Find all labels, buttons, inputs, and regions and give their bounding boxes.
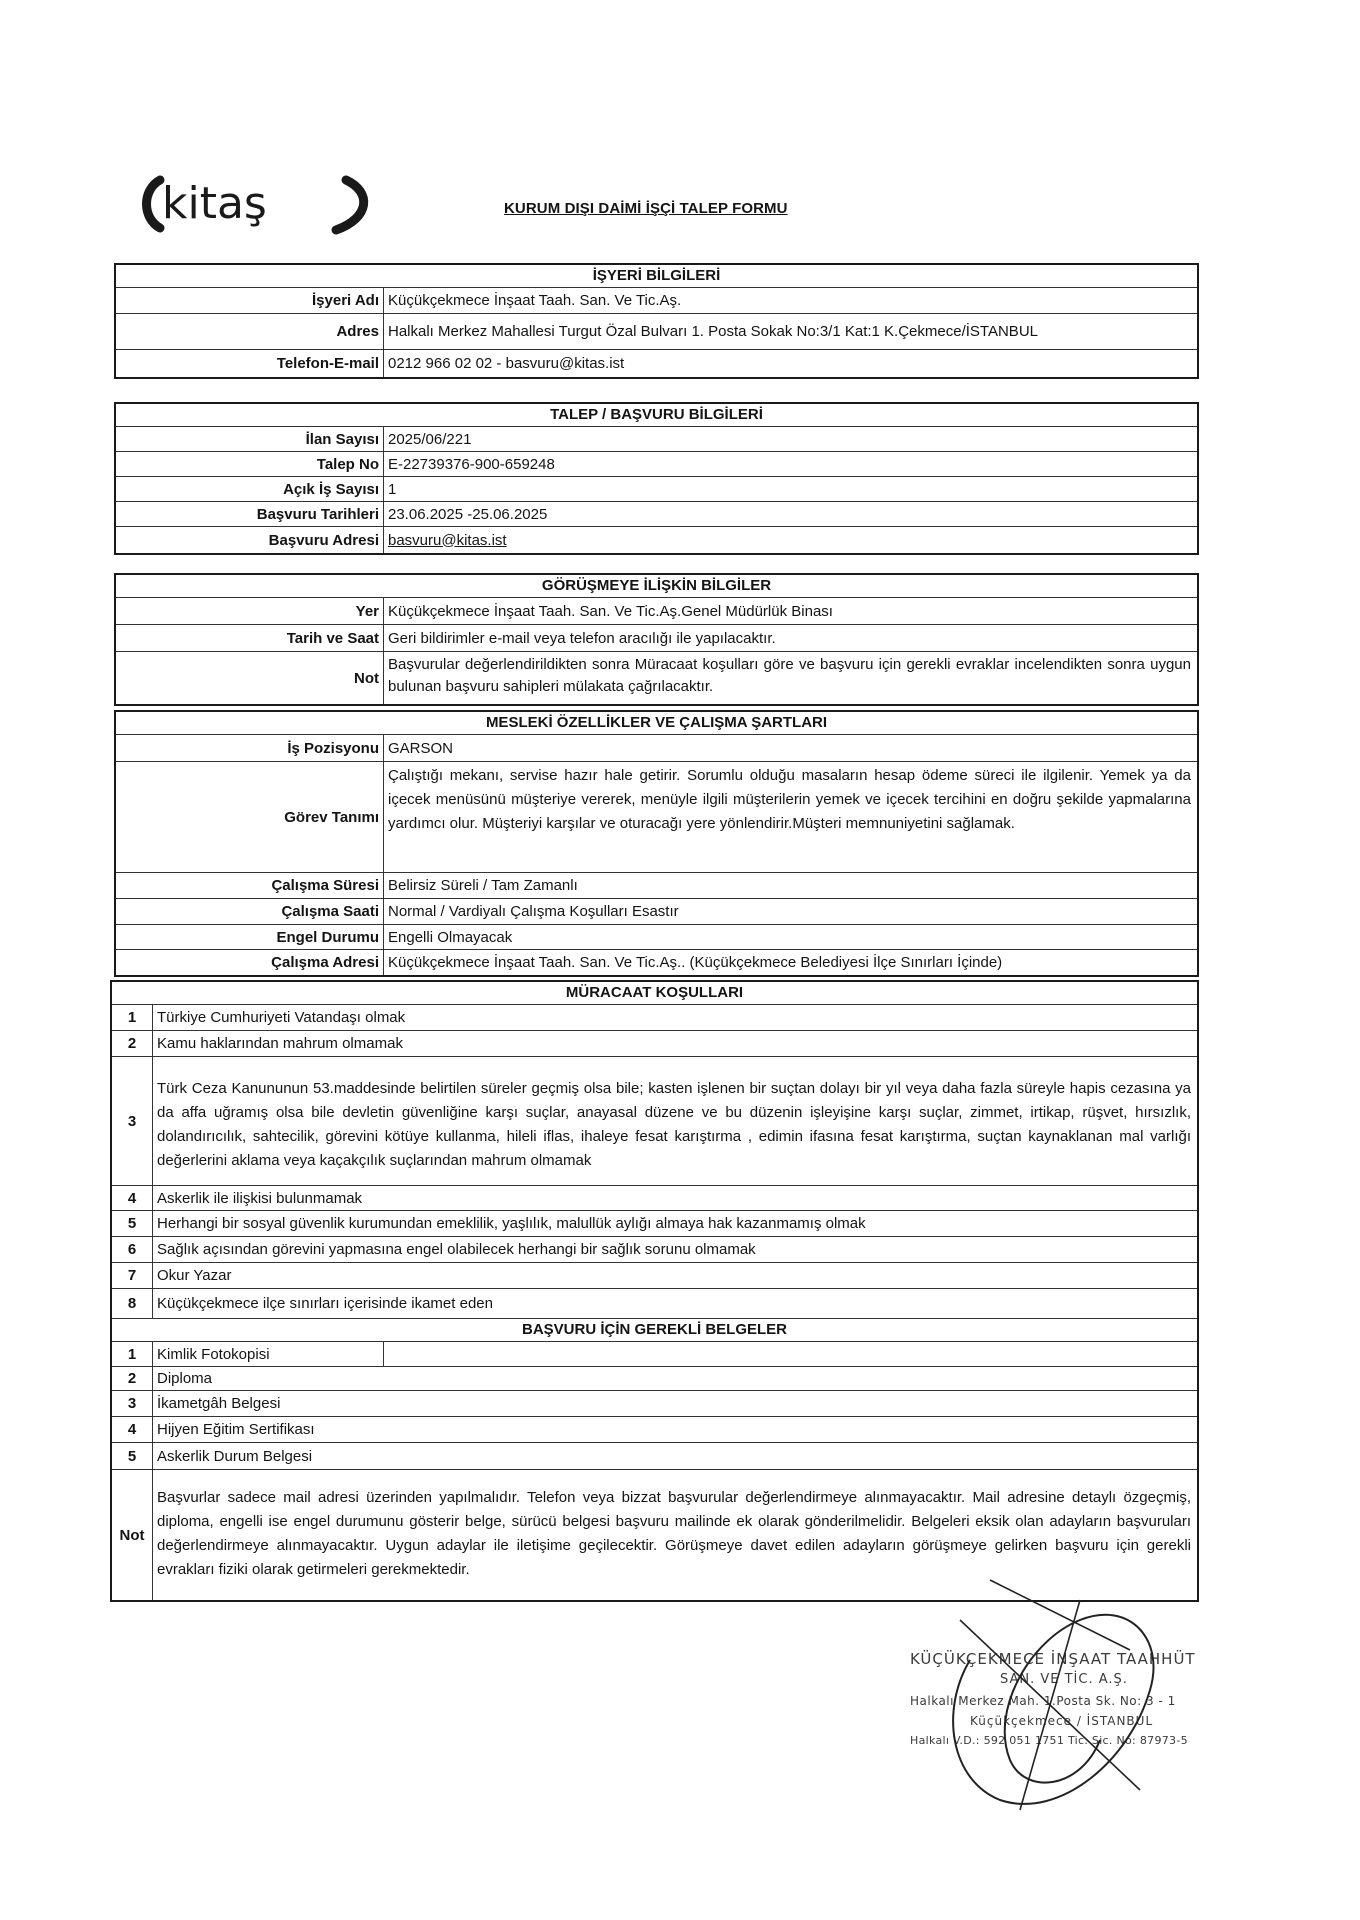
item-number: 8 bbox=[112, 1289, 153, 1318]
list-item bbox=[112, 1057, 1197, 1186]
row-value: Belirsiz Süreli / Tam Zamanlı bbox=[388, 877, 578, 894]
table-row bbox=[116, 735, 1197, 762]
table-row bbox=[116, 652, 1197, 704]
conditions-section bbox=[110, 980, 1199, 1602]
row-value: 0212 966 02 02 - basvuru@kitas.ist bbox=[388, 355, 625, 372]
item-number: 6 bbox=[112, 1237, 153, 1262]
row-value: Küçükçekmece İnşaat Taah. San. Ve Tic.Aş.. (Küçükçekmece Belediyesi İlçe Sınırları İçinde) bbox=[388, 954, 1003, 971]
empty-cell bbox=[384, 1342, 1197, 1366]
list-item bbox=[112, 1211, 1197, 1237]
item-text: Okur Yazar bbox=[157, 1267, 232, 1284]
table-row bbox=[116, 899, 1197, 925]
item-number: 4 bbox=[112, 1186, 153, 1210]
item-number: 7 bbox=[112, 1263, 153, 1288]
section-title: MESLEKİ ÖZELLİKLER VE ÇALIŞMA ŞARTLARI bbox=[116, 712, 1197, 735]
row-label: İş Pozisyonu bbox=[116, 735, 384, 761]
row-value: Geri bildirimler e-mail veya telefon aracılığı ile yapılacaktır. bbox=[388, 629, 776, 647]
list-item bbox=[112, 1237, 1197, 1263]
row-label: Çalışma Süresi bbox=[116, 873, 384, 898]
table-row bbox=[116, 502, 1197, 527]
row-value: Küçükçekmece İnşaat Taah. San. Ve Tic.Aş.Genel Müdürlük Binası bbox=[388, 602, 833, 620]
item-text: Askerlik ile ilişkisi bulunmamak bbox=[157, 1189, 363, 1207]
stamp-line: KÜÇÜKÇEKMECE İNŞAAT TAAHHÜT bbox=[910, 1650, 1196, 1668]
item-text: Diploma bbox=[157, 1370, 213, 1387]
list-item bbox=[112, 1391, 1197, 1417]
list-item bbox=[112, 1443, 1197, 1470]
row-value: Başvurular değerlendirildikten sonra Müracaat koşulları göre ve başvuru için gerekli evraklar incelendikten sonra uygun bulunan başvuru sahipleri mülakata çağrılacaktır. bbox=[388, 656, 1191, 695]
table-row bbox=[116, 452, 1197, 477]
list-item bbox=[112, 1186, 1197, 1211]
table-row bbox=[116, 314, 1197, 350]
item-text: Sağlık açısından görevini yapmasına engel olabilecek herhangi bir sağlık sorunu olmamak bbox=[157, 1241, 756, 1258]
list-item bbox=[112, 1031, 1197, 1057]
item-text: İkametgâh Belgesi bbox=[157, 1395, 281, 1412]
stamp-line: Halkalı V.D.: 592 051 1751 Tic. Sic. No: 87973-5 bbox=[910, 1734, 1188, 1747]
list-item bbox=[112, 1342, 1197, 1367]
item-text: Herhangi bir sosyal güvenlik kurumundan emeklilik, yaşlılık, malullük aylığı almaya hak kazanmamış olmak bbox=[157, 1215, 866, 1232]
note-label: Not bbox=[112, 1470, 153, 1600]
row-label: İşyeri Adı bbox=[116, 288, 384, 313]
row-label: Başvuru Adresi bbox=[116, 527, 384, 553]
row-value: GARSON bbox=[388, 739, 454, 757]
table-row bbox=[116, 598, 1197, 625]
table-row bbox=[116, 950, 1197, 975]
workplace-section bbox=[114, 263, 1199, 379]
item-number: 2 bbox=[112, 1031, 153, 1056]
list-item bbox=[112, 1417, 1197, 1443]
list-item bbox=[112, 1263, 1197, 1289]
row-value: 2025/06/221 bbox=[388, 430, 472, 448]
item-text: Türk Ceza Kanununun 53.maddesinde belirtilen süreler geçmiş olsa bile; kasten işlenen bir suçtan dolayı bir yıl veya daha fazla süreyle hapis cezasına ya da affa uğramış olsa bile devletin güvenliğine karşı suçlar, anayasal düzene ve bu düzenin işleyişine karşı suçlar, zimmet, irtikap, rüşvet, hırsızlık, dolandırıcılık, sahtecilik, görevini kötüye kullanma, hileli iflas, ihaleye fesat karıştırma , edimin ifasına fesat karıştırma, suçtan kaynaklanan mal varlığı değerlerini aklama veya kaçakçılık suçlarından mahrum olmamak bbox=[157, 1080, 1191, 1169]
row-label: Çalışma Saati bbox=[116, 899, 384, 924]
row-value: Küçükçekmece İnşaat Taah. San. Ve Tic.Aş. bbox=[388, 292, 682, 309]
row-value: 1 bbox=[388, 480, 397, 498]
application-email-link[interactable]: basvuru@kitas.ist bbox=[388, 531, 507, 549]
row-value: 23.06.2025 -25.06.2025 bbox=[388, 505, 548, 523]
row-label: Adres bbox=[116, 314, 384, 349]
table-row bbox=[116, 427, 1197, 452]
row-label: Telefon-E-mail bbox=[116, 350, 384, 377]
application-section bbox=[114, 402, 1199, 555]
stamp-line: SAN. VE TİC. A.Ş. bbox=[1000, 1672, 1128, 1687]
job-details-section bbox=[114, 710, 1199, 977]
item-number: 4 bbox=[112, 1417, 153, 1442]
note-text: Başvurlar sadece mail adresi üzerinden yapılmalıdır. Telefon veya bizzat başvurular değerlendirmeye alınmayacaktır. Mail adresine detaylı özgeçmiş, diploma, engelli ise engel durumunu gösterir belge, sürücü belgesi başvuru mailinde ek olarak gönderilmelidir. Belgeleri eksik olan adayların başvuruları değerlendirmeye alınmayacaktır. Uygun adaylar ile iletişime geçilecektir. Görüşmeye davet edilen adayların görüşmeye gelirken başvuru için gerekli evrakları fiziki olarak getirmeleri gerekmektedir. bbox=[157, 1489, 1191, 1578]
signature bbox=[930, 1560, 1190, 1830]
table-row bbox=[116, 625, 1197, 652]
row-label: Yer bbox=[116, 598, 384, 624]
table-row bbox=[116, 925, 1197, 950]
stamp-line: Halkalı Merkez Mah. 1.Posta Sk. No: 3 - 1 bbox=[910, 1694, 1176, 1708]
row-label: Çalışma Adresi bbox=[116, 950, 384, 975]
logo-text: kitaş bbox=[162, 178, 267, 229]
section-title: TALEP / BAŞVURU BİLGİLERİ bbox=[116, 404, 1197, 427]
table-row bbox=[116, 288, 1197, 314]
kitas-logo bbox=[140, 168, 380, 240]
table-row bbox=[116, 762, 1197, 873]
item-number: 3 bbox=[112, 1391, 153, 1416]
section-title: GÖRÜŞMEYE İLİŞKİN BİLGİLER bbox=[116, 575, 1197, 598]
item-text: Türkiye Cumhuriyeti Vatandaşı olmak bbox=[157, 1009, 406, 1026]
row-value: Normal / Vardiyalı Çalışma Koşulları Esastır bbox=[388, 903, 679, 920]
table-row bbox=[116, 527, 1197, 553]
row-value: Halkalı Merkez Mahallesi Turgut Özal Bulvarı 1. Posta Sokak No:3/1 Kat:1 K.Çekmece/İSTANBUL bbox=[388, 323, 1038, 340]
section-title: MÜRACAAT KOŞULLARI bbox=[112, 982, 1197, 1005]
table-row bbox=[116, 350, 1197, 377]
row-label: Talep No bbox=[116, 452, 384, 476]
item-number: 2 bbox=[112, 1367, 153, 1390]
item-number: 1 bbox=[112, 1342, 153, 1366]
section-title: İŞYERİ BİLGİLERİ bbox=[116, 265, 1197, 288]
item-number: 1 bbox=[112, 1005, 153, 1030]
item-text: Hijyen Eğitim Sertifikası bbox=[157, 1421, 315, 1438]
row-value: Engelli Olmayacak bbox=[388, 928, 513, 946]
item-number: 3 bbox=[112, 1057, 153, 1185]
section-title: BAŞVURU İÇİN GEREKLİ BELGELER bbox=[112, 1319, 1197, 1342]
list-item bbox=[112, 1367, 1197, 1391]
row-label: Engel Durumu bbox=[116, 925, 384, 949]
list-item bbox=[112, 1289, 1197, 1319]
row-label: Açık İş Sayısı bbox=[116, 477, 384, 501]
row-label: Tarih ve Saat bbox=[116, 625, 384, 651]
item-text: Kimlik Fotokopisi bbox=[153, 1342, 384, 1366]
stamp-line: Küçükçekmece / İSTANBUL bbox=[970, 1714, 1154, 1728]
row-label: İlan Sayısı bbox=[116, 427, 384, 451]
table-row bbox=[116, 873, 1197, 899]
interview-section bbox=[114, 573, 1199, 706]
row-label: Not bbox=[116, 652, 384, 704]
form-title: KURUM DIŞI DAİMİ İŞÇİ TALEP FORMU bbox=[504, 200, 788, 217]
row-value: Çalıştığı mekanı, servise hazır hale getirir. Sorumlu olduğu masaların hesap ödeme süreci ile ilgilenir. Yemek ya da içecek menüsünü müşteriye vererek, menüyle ilgili müşterilerin yemek ve içecek tercihini en doğru şekilde yapmalarına yardımcı olur. Müşteriyi karşılar ve oturacağı yere yönlendirir.Müşteri memnuniyetini sağlamak. bbox=[388, 767, 1191, 832]
item-text: Küçükçekmece ilçe sınırları içerisinde ikamet eden bbox=[157, 1295, 493, 1312]
row-label: Görev Tanımı bbox=[116, 762, 384, 872]
row-label: Başvuru Tarihleri bbox=[116, 502, 384, 526]
list-item bbox=[112, 1005, 1197, 1031]
row-value: E-22739376-900-659248 bbox=[388, 455, 555, 473]
item-number: 5 bbox=[112, 1443, 153, 1469]
table-row bbox=[116, 477, 1197, 502]
item-text: Askerlik Durum Belgesi bbox=[157, 1447, 313, 1465]
item-number: 5 bbox=[112, 1211, 153, 1236]
item-text: Kamu haklarından mahrum olmamak bbox=[157, 1035, 403, 1052]
